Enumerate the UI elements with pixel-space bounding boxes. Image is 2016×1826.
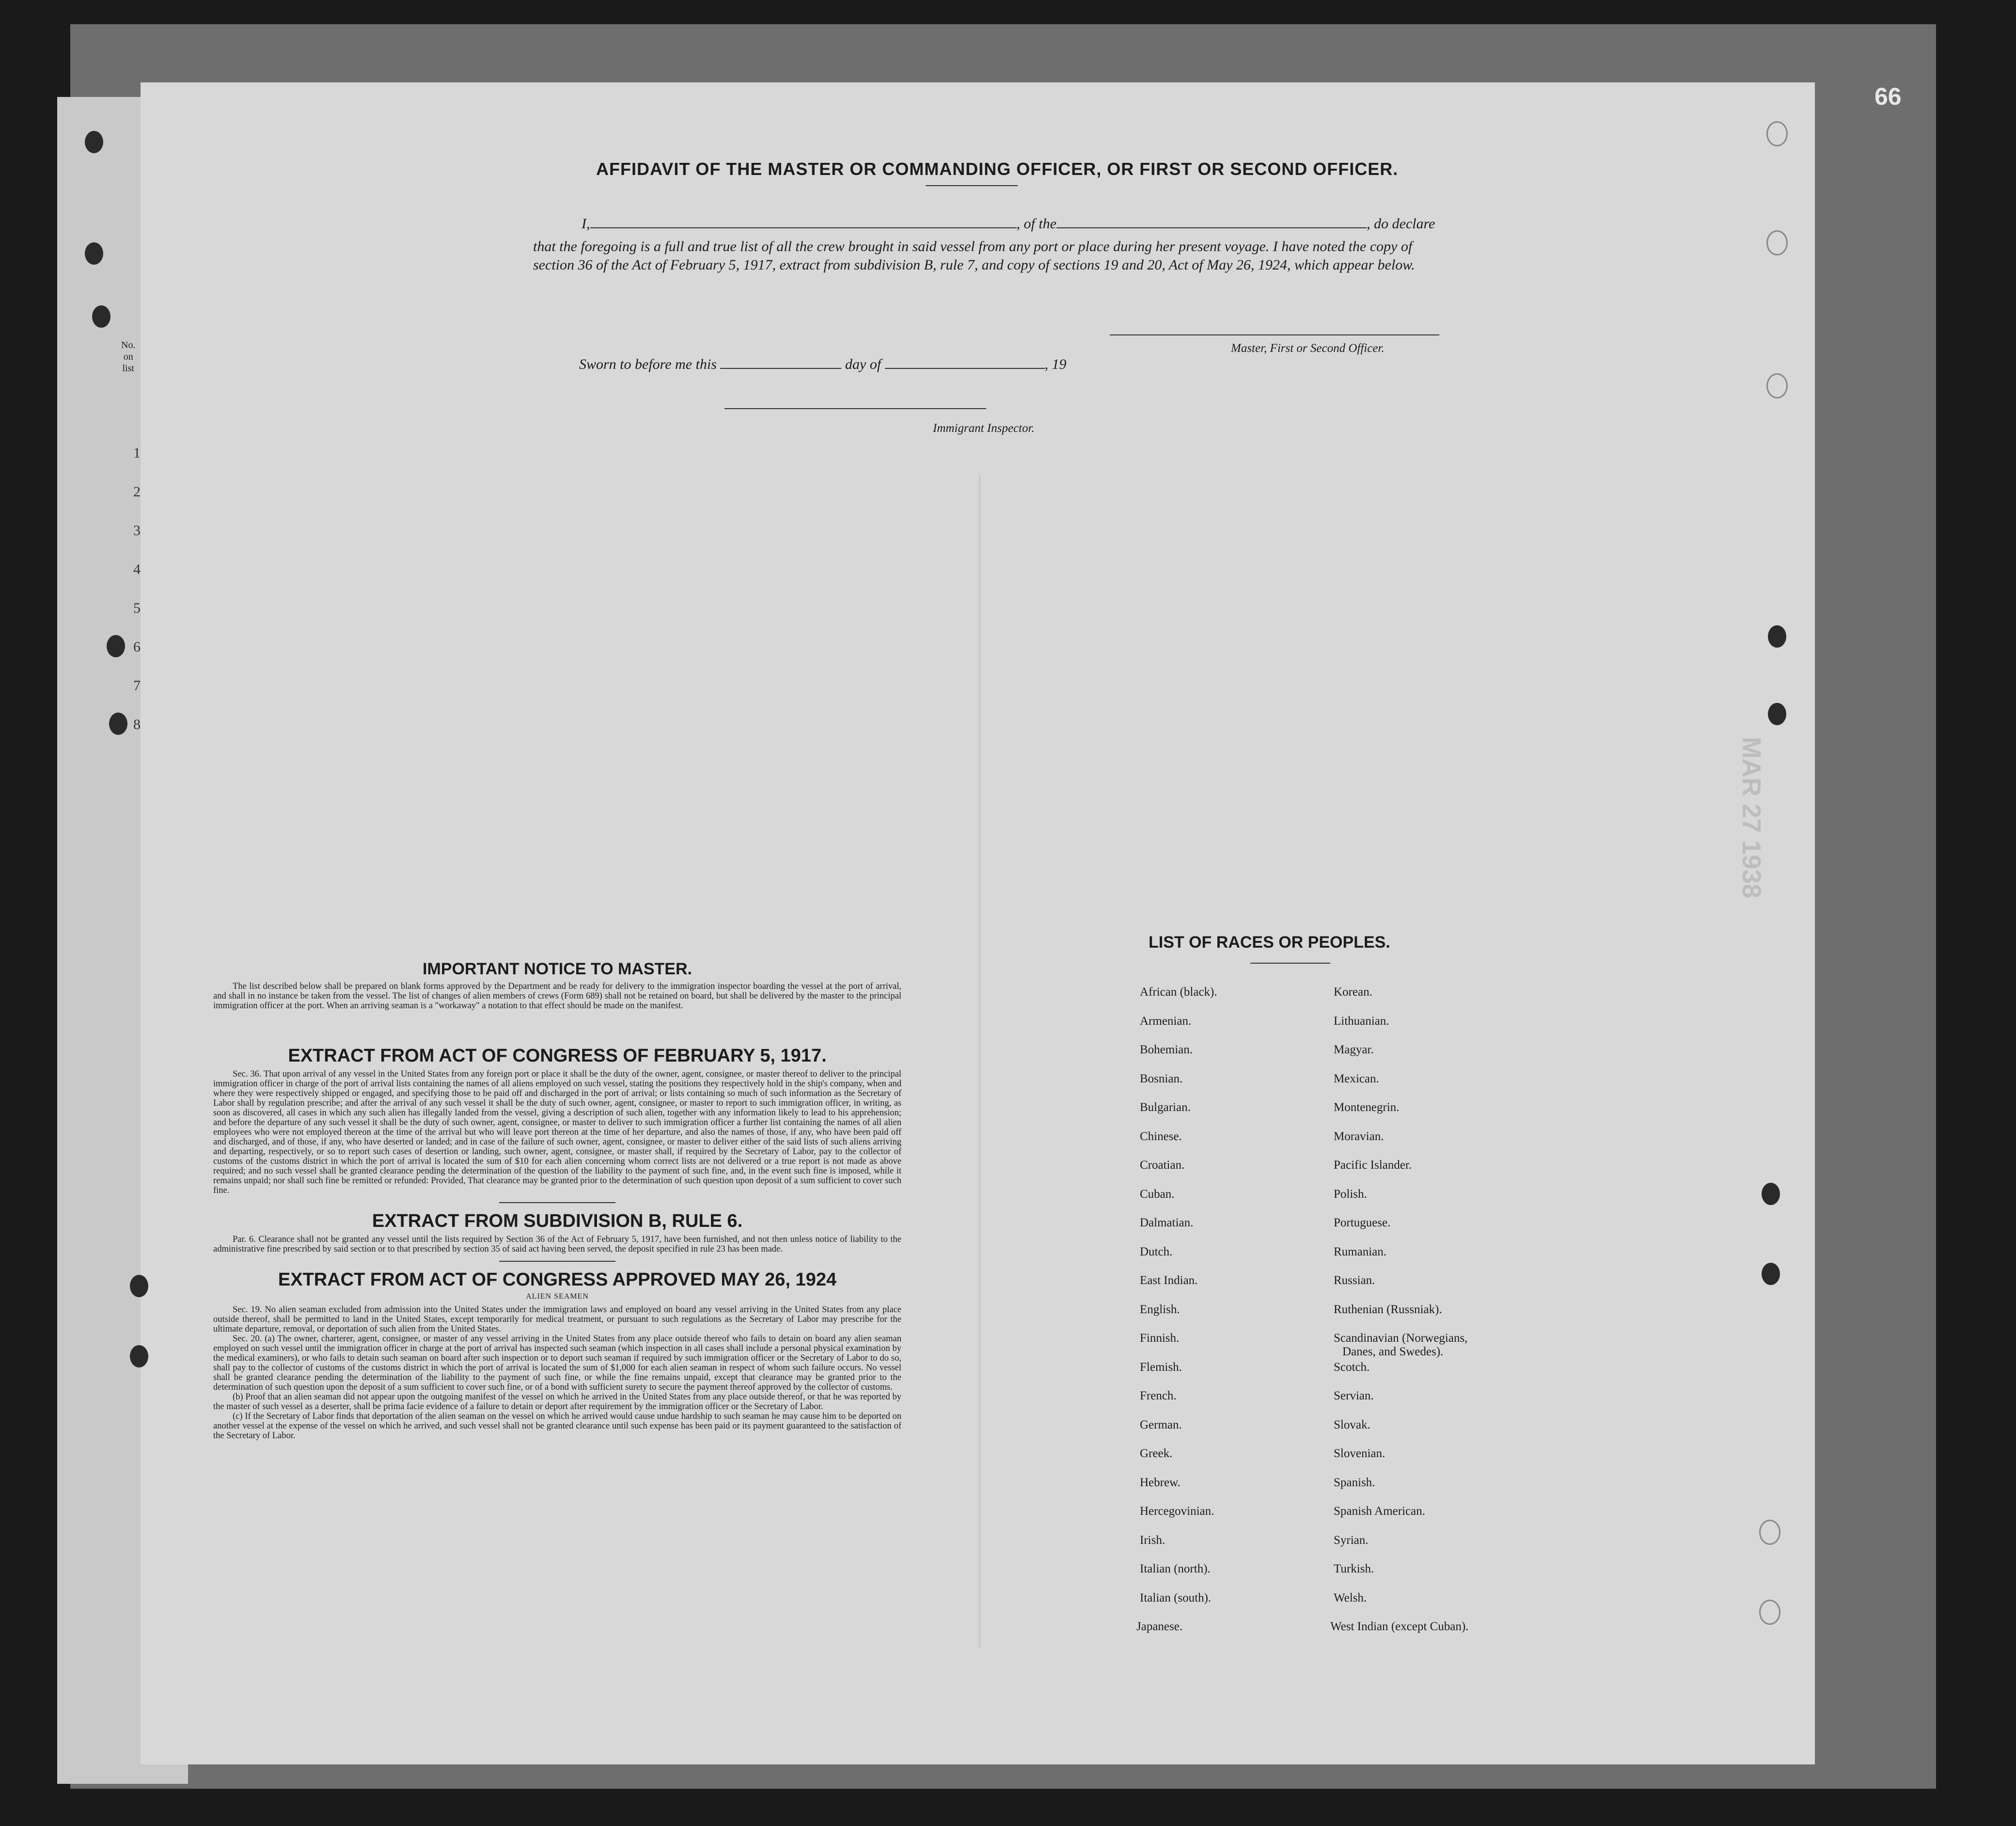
race-item: Portuguese.: [1334, 1216, 1391, 1229]
race-item: Flemish.: [1140, 1360, 1182, 1374]
extract-1924-sec20b: (b) Proof that an alien seaman did not appear upon the outgoing manifest of the vessel on which he arrived in the United States from any place outside thereof, or that he was reported by the master of such vessel as a deserter, shall be prima facie evidence of a failure to detain or deport after requirement by the immigration officer or the Secretary of Labor.: [213, 1392, 901, 1412]
affidavit-paragraph: that the foregoing is a full and true list of all the crew brought in said vessel from any port or place during her present voyage. I have noted the copy of section 36 of the Act of February 5, 1917, extract from subdivision B, rule 7, and copy of sections 19 and 20, Act of May 26, 1924, which appear below.: [533, 238, 1415, 273]
race-item: Servian.: [1334, 1389, 1374, 1402]
race-item: Bohemian.: [1140, 1043, 1193, 1056]
extract-rule6-title: EXTRACT FROM SUBDIVISION B, RULE 6.: [372, 1211, 743, 1231]
affidavit-declaration-line: I, , of the , do declare: [582, 216, 1435, 232]
punch-hole: [1766, 373, 1788, 398]
punch-hole: [1762, 1263, 1780, 1285]
page-fold-line: [979, 475, 980, 1648]
punch-hole: [92, 305, 110, 328]
race-item: Cuban.: [1140, 1187, 1175, 1201]
race-item: Spanish American.: [1334, 1505, 1425, 1518]
race-item: Croatian.: [1140, 1159, 1185, 1172]
punch-hole: [1768, 703, 1786, 725]
race-item: Polish.: [1334, 1187, 1367, 1201]
race-item: Hebrew.: [1140, 1476, 1181, 1489]
race-item: Montenegrin.: [1334, 1101, 1400, 1114]
race-item: English.: [1140, 1302, 1180, 1316]
punch-hole: [130, 1345, 148, 1367]
legal-notices-column: [213, 960, 901, 1441]
race-item: Pacific Islander.: [1334, 1159, 1412, 1172]
master-signature-line: [1110, 334, 1439, 335]
row-number: 3: [133, 523, 141, 539]
race-item: Hercegovinian.: [1140, 1505, 1214, 1518]
row-number: 1: [133, 445, 141, 461]
race-item: Finnish.: [1140, 1332, 1180, 1345]
row-number: 5: [133, 600, 141, 616]
extract-1917-body: Sec. 36. That upon arrival of any vessel in the United States from any foreign port or place it shall be the duty of the owner, agent, consignee, or master thereof to deliver to the principal immigration officer in charge of the port of arrival lists containing the names of all aliens employed on such vessel, stating the positions they respectively hold in the ship's company, when and where they were respectively shipped or engaged, and specifying those to be paid off and discharged in the port of arrival; or lists containing so much of such information as the Secretary of Labor shall by regulation prescribe; and after the arrival of any such vessel it shall be the duty of such owner, agent, consignee, or master to report to such immigration officer, in writing, as soon as discovered, all cases in which any such alien has illegally landed from the vessel, giving a description of such alien, together with any information likely to lead to his apprehension; and before the departure of any such vessel it shall be the duty of such owner, agent, consignee, or master to deliver to such immigration officer a further list containing the names of all alien employees who were not employed thereon at the time of the arrival but who will leave port thereon at the time of her departure, and also the names of those, if any, who have been paid off and discharged, and of those, if any, who have deserted or landed; and in case of the failure of such owner, agent, consignee, or master to deliver either of the said lists of such aliens arriving and departing, respectively, or so to report such cases of desertion or landing, such owner, agent, consignee, or master shall, if required by the Secretary of Labor, pay to the collector of customs of the customs district in which the port of arrival is located the sum of $10 for each alien concerning whom correct lists are not delivered or a true report is not made as above required; and no such vessel shall be granted clearance pending the determination of the question of the liability to the payment of such fine, and, in the event such fine is imposed, while it remains unpaid; nor shall such fine be remitted or refunded: Provided, That clearance may be granted prior to the determination of such question upon deposit of a sum sufficient to cover such fine.: [213, 1069, 901, 1195]
race-item: Armenian.: [1140, 1014, 1192, 1028]
race-item: Greek.: [1140, 1447, 1173, 1460]
inspector-signature-line: [724, 408, 986, 409]
punch-hole: [109, 713, 127, 735]
race-item: Moravian.: [1334, 1129, 1384, 1143]
row-number: 2: [133, 484, 141, 500]
race-item: East Indian.: [1140, 1274, 1198, 1287]
punch-hole: [85, 242, 103, 265]
race-item: Dalmatian.: [1140, 1216, 1194, 1229]
race-item: Ruthenian (Russniak).: [1334, 1302, 1442, 1316]
notice-title: IMPORTANT NOTICE TO MASTER.: [423, 960, 692, 978]
page-number: 66: [1874, 83, 1902, 110]
punch-hole: [1762, 1183, 1780, 1205]
race-item: Dutch.: [1140, 1245, 1173, 1258]
punch-hole: [107, 635, 125, 657]
race-item: West Indian (except Cuban).: [1330, 1620, 1469, 1633]
race-item: German.: [1140, 1418, 1182, 1431]
row-number: 6: [133, 639, 141, 655]
extract-1924-sec20c: (c) If the Secretary of Labor finds that deportation of the alien seaman on the vessel on which he arrived would cause undue hardship to such seaman he may cause him to be deported on another vessel at the expense of the vessel on which he arrived, and such vessel shall not be granted clearance until such expense has been paid or its payment guaranteed to the satisfaction of the Secretary of Labor.: [213, 1412, 901, 1441]
row-number: 4: [133, 561, 141, 577]
punch-hole: [1768, 625, 1786, 648]
punch-hole: [1766, 121, 1788, 146]
race-item: African (black).: [1140, 985, 1217, 999]
race-item: Welsh.: [1334, 1591, 1367, 1604]
races-title-rule: [1250, 963, 1330, 964]
race-item: Mexican.: [1334, 1072, 1379, 1085]
document-page: [141, 82, 1815, 1764]
inspector-label: Immigrant Inspector.: [933, 422, 1035, 435]
race-item: Slovenian.: [1334, 1447, 1386, 1460]
race-item: Lithuanian.: [1334, 1014, 1389, 1028]
sworn-line: Sworn to before me this day of , 19: [579, 356, 1067, 372]
race-item: Rumanian.: [1334, 1245, 1387, 1258]
extract-rule6-body: Par. 6. Clearance shall not be granted any vessel until the lists required by Section 36 of the Act of February 5, 1917, have been furnished, and not then unless notice of liability to the administrative fine prescribed by said section or to that prescribed by section 35 of said act having been served, the deposit specified in rule 23 has been made.: [213, 1235, 901, 1254]
extract-1917-title: EXTRACT FROM ACT OF CONGRESS OF FEBRUARY 5, 1917.: [288, 1046, 827, 1066]
race-item: Italian (north).: [1140, 1562, 1211, 1575]
race-item: Scandinavian (Norwegians,: [1334, 1332, 1468, 1345]
race-item: Korean.: [1334, 985, 1372, 999]
extract-1924-title: EXTRACT FROM ACT OF CONGRESS APPROVED MAY 26, 1924: [278, 1270, 837, 1290]
race-item: Bosnian.: [1140, 1072, 1183, 1085]
races-list-title: LIST OF RACES OR PEOPLES.: [1149, 933, 1390, 952]
race-item: Japanese.: [1136, 1620, 1183, 1633]
race-item: Slovak.: [1334, 1418, 1370, 1431]
row-number: 7: [133, 678, 141, 694]
race-item: Danes, and Swedes).: [1342, 1345, 1444, 1358]
race-item: Syrian.: [1334, 1533, 1369, 1547]
punch-hole: [1759, 1600, 1780, 1625]
separator-rule: [499, 1261, 615, 1262]
punch-hole: [130, 1275, 148, 1297]
race-item: Scotch.: [1334, 1360, 1370, 1374]
race-item: Italian (south).: [1140, 1591, 1212, 1604]
notice-body: The list described below shall be prepared on blank forms approved by the Department and be ready for delivery to the immigration inspector boarding the vessel at the port of arrival, and shall in no instance be taken from the vessel. The list of changes of alien members of crews (Form 689) shall not be retained on board, but shall be delivered by the master to the principal immigration officer at the port. When an arriving seaman is a "workaway" a notation to that effect should be made on the manifest.: [213, 982, 901, 1011]
race-item: Spanish.: [1334, 1476, 1375, 1489]
separator-rule: [499, 1202, 615, 1203]
race-item: Magyar.: [1334, 1043, 1374, 1056]
extract-1924-sec20a: Sec. 20. (a) The owner, charterer, agent, consignee, or master of any vessel arriving in the United States from any place outside thereof who fails to detain on board any alien seaman employed on such vessel until the immigration officer in charge at the port of arrival has inspected such seaman (which inspection in all cases shall include a personal physical examination by the medical examiners), or who fails to detain such seaman on board after such inspection or to deport such seaman if required by such immigration officer or the Secretary of Labor to do so, shall pay to the collector of customs of the customs district in which the port of arrival is located the sum of $1,000 for each alien seaman in respect of whom such failure occurs. No vessel shall be granted clearance pending the determination of the liability to the payment of such fine, or while the fine remains unpaid, except that clearance may be granted prior to the determination of such question upon the deposit of a sum sufficient to cover such fine, or of a bond with sufficient surety to secure the payment thereof approved by the collector of customs.: [213, 1334, 901, 1392]
punch-hole: [1766, 230, 1788, 255]
date-stamp: MAR 27 1938: [1737, 737, 1766, 899]
punch-hole: [85, 131, 103, 153]
extract-1924-sec19: Sec. 19. No alien seaman excluded from admission into the United States under the immigration laws and employed on board any vessel arriving in the United States from any place outside thereof, shall be permitted to land in the United States, except temporarily for medical treatment, or pursuant to such regulations as the Secretary of Labor may prescribe for the ultimate departure, removal, or deportation of such alien from the United States.: [213, 1305, 901, 1334]
row-number: 8: [133, 716, 141, 732]
affidavit-title: AFFIDAVIT OF THE MASTER OR COMMANDING OFFICER, OR FIRST OR SECOND OFFICER.: [596, 159, 1399, 179]
race-item: Bulgarian.: [1140, 1101, 1191, 1114]
race-item: Chinese.: [1140, 1129, 1182, 1143]
race-item: French.: [1140, 1389, 1177, 1402]
punch-hole: [1759, 1520, 1780, 1545]
no-on-list-label: No. on list: [121, 340, 136, 374]
master-signature-label: Master, First or Second Officer.: [1231, 342, 1385, 355]
race-item: Russian.: [1334, 1274, 1375, 1287]
extract-1924-subtitle: ALIEN SEAMEN: [526, 1292, 589, 1301]
title-rule: [926, 185, 1018, 186]
race-item: Irish.: [1140, 1533, 1166, 1547]
race-item: Turkish.: [1334, 1562, 1374, 1575]
